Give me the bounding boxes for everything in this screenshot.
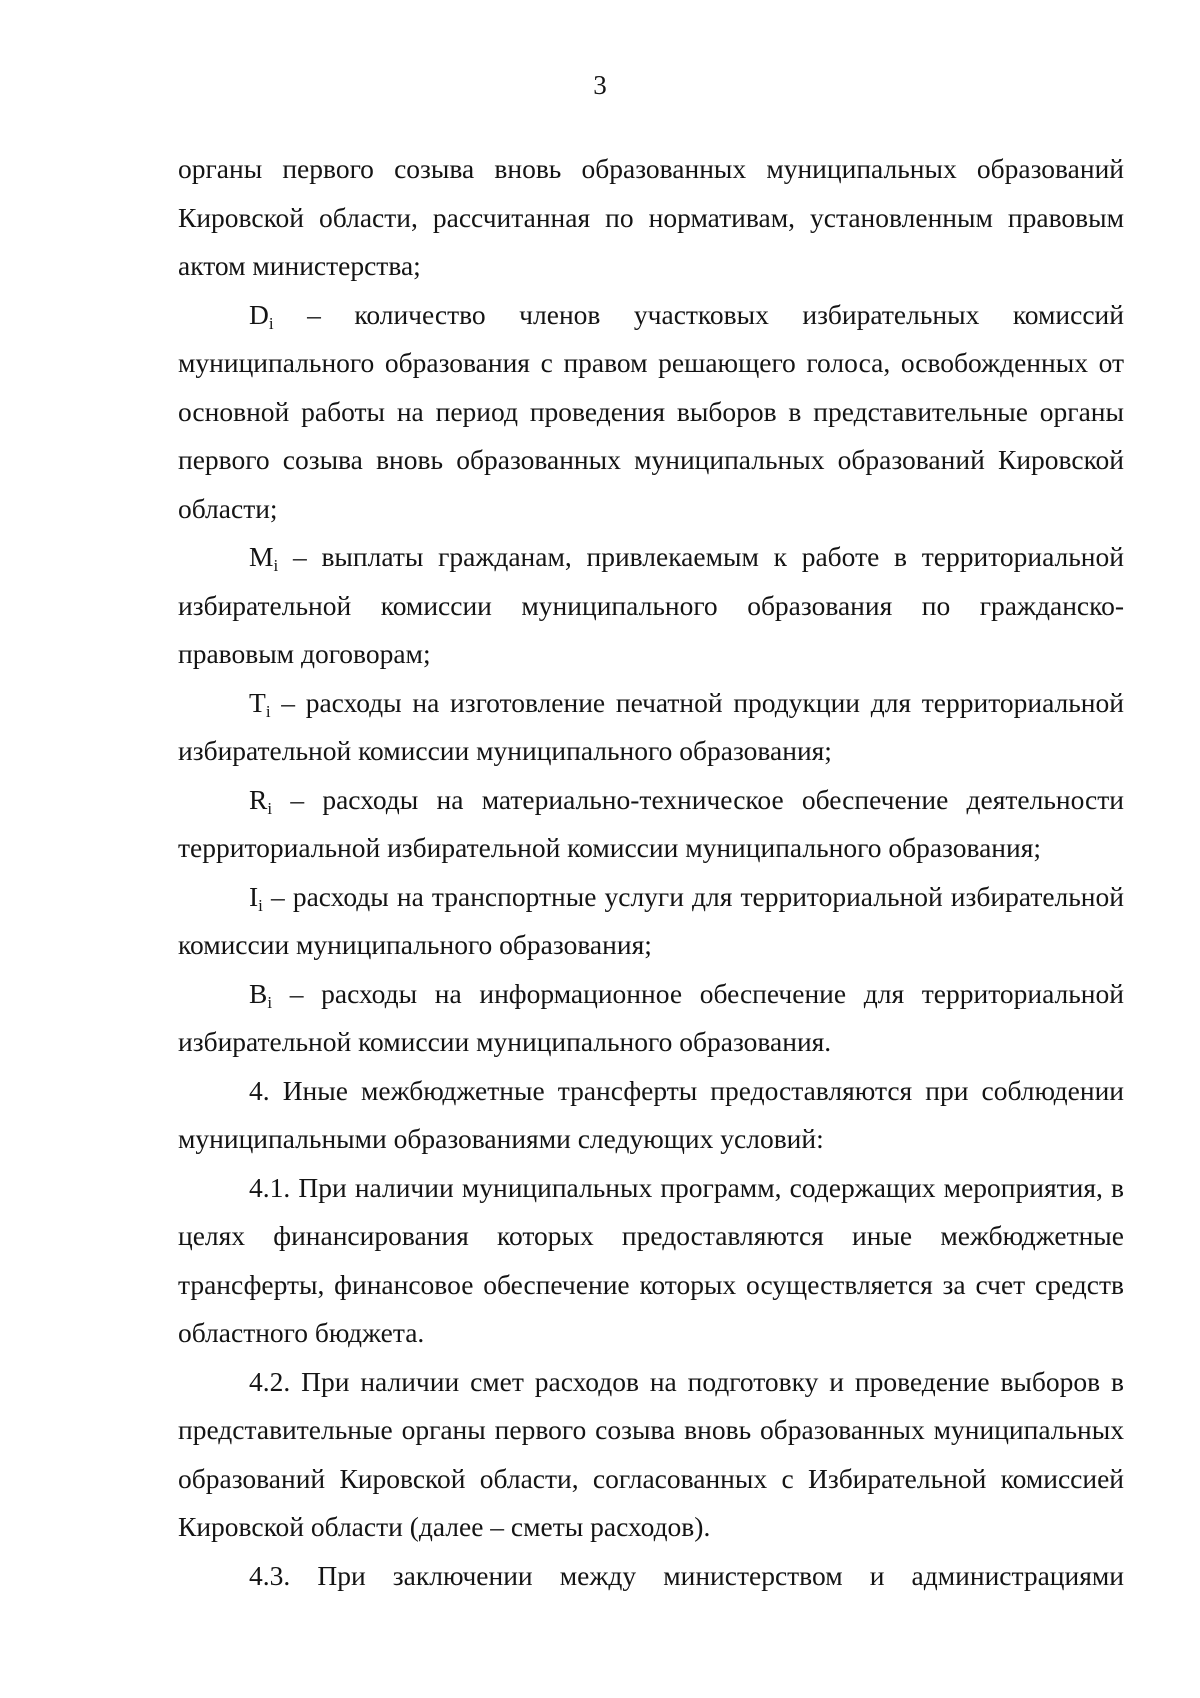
variable-symbol: T — [249, 686, 266, 718]
definition-r — [178, 776, 1124, 873]
section-4: 4. Иные межбюджетные трансферты предоставляются при соблюдении муниципальными образованиями следующих условий: — [178, 1074, 1124, 1154]
section-4-1: 4.1. При наличии муниципальных программ, содержащих мероприятия, в целях финансирования которых предоставляются иные межбюджетные трансферты, финансовое обеспечение которых осуществляется за счет средств областного бюджета. — [178, 1171, 1124, 1348]
variable-subscript: i — [258, 895, 263, 915]
variable-subscript: i — [265, 701, 271, 721]
definition-text: – расходы на материально-техническое обеспечение деятельности территориальной избирательной комиссии муниципального образования; — [178, 783, 1124, 863]
variable-subscript: i — [267, 798, 273, 818]
variable-symbol: D — [249, 298, 269, 330]
variable-symbol: M — [249, 541, 274, 572]
document-body — [178, 145, 1124, 1600]
variable-subscript: i — [273, 556, 279, 575]
variable-symbol: I — [249, 880, 259, 912]
page-number: 3 — [593, 70, 607, 100]
definition-m — [178, 533, 1124, 679]
definition-i — [178, 873, 1124, 970]
definition-b — [178, 970, 1124, 1067]
definition-text: – расходы на информационное обеспечение для территориальной избирательной комиссии муниципального образования. — [178, 977, 1124, 1057]
paragraph-continuation: органы первого созыва вновь образованных муниципальных образований Кировской области, рассчитанная по нормативам, установленным правовым актом министерства; — [178, 153, 1124, 281]
definition-text: – выплаты гражданам, привлекаемым к работе в территориальной избирательной комиссии муниципального образования по гражданско-правовым договорам; — [178, 541, 1124, 669]
variable-subscript: i — [267, 992, 273, 1012]
definition-d — [178, 291, 1124, 534]
variable-symbol: B — [249, 977, 268, 1009]
variable-symbol: R — [249, 783, 268, 815]
section-4-3: 4.3. При заключении между министерством и администрациями — [249, 1559, 1124, 1591]
section-4-2: 4.2. При наличии смет расходов на подготовку и проведение выборов в представительные органы первого созыва вновь образованных муниципальных образований Кировской области, согласованных с Избирательной комиссией Кировской области (далее – сметы расходов). — [178, 1365, 1124, 1542]
variable-subscript: i — [268, 313, 274, 333]
definition-t — [178, 679, 1124, 776]
definition-text: – расходы на транспортные услуги для территориальной избирательной комиссии муниципального образования; — [178, 880, 1124, 960]
definition-text: – расходы на изготовление печатной продукции для территориальной избирательной комиссии муниципального образования; — [178, 686, 1124, 766]
definition-text: – количество членов участковых избирательных комиссий муниципального образования с правом решающего голоса, освобожденных от основной работы на период проведения выборов в представительные органы первого созыва вновь образованных муниципальных образований Кировской области; — [178, 298, 1124, 524]
